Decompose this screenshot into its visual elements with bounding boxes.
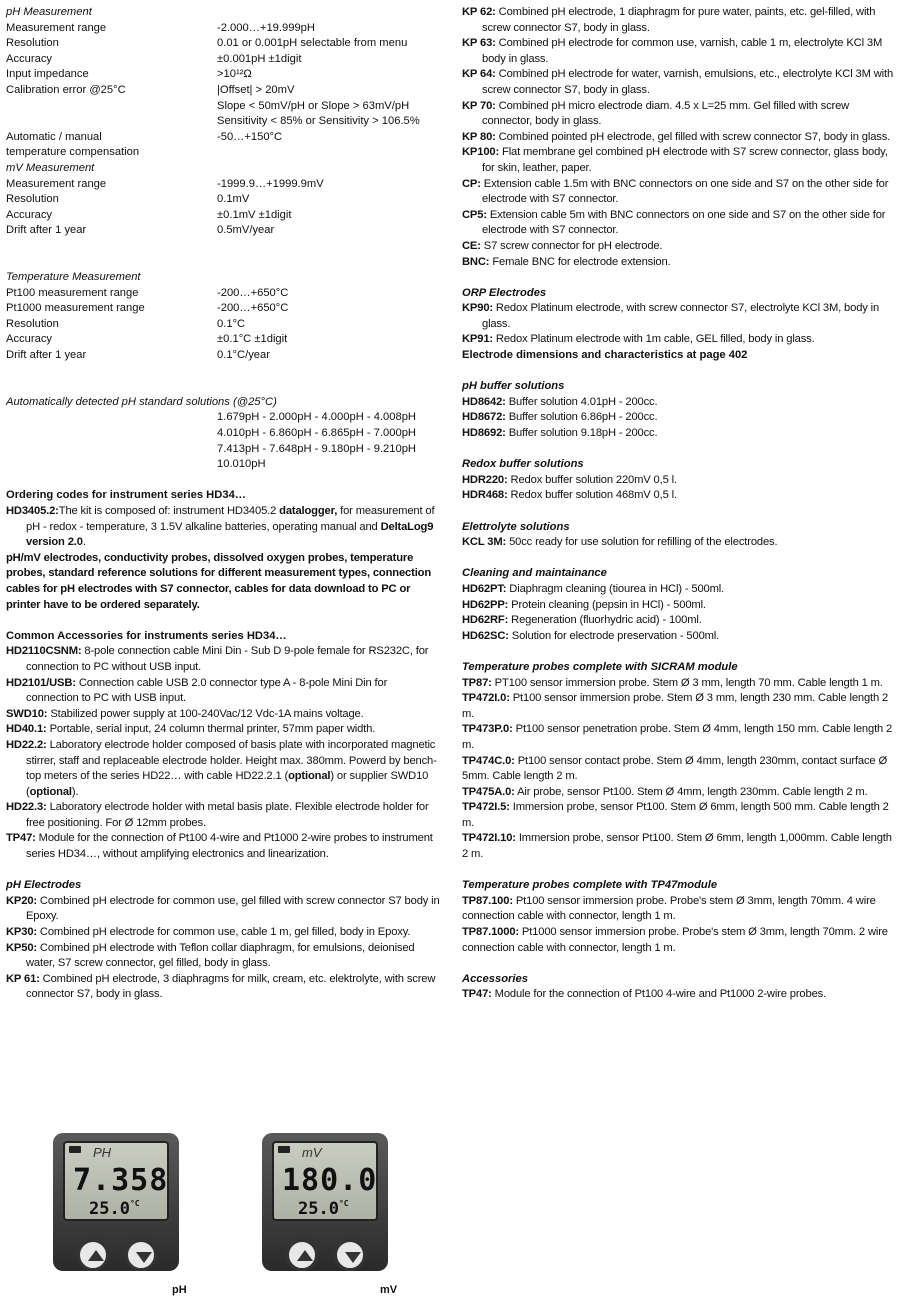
device-mv-temp-unit: °C [338,1199,349,1208]
hd22-2-code: HD22.2: [6,738,47,751]
device-ph [53,1133,187,1296]
item-text: Portable, serial input, 24 column thermal printer, 57mm paper width. [46,723,376,736]
item-code: BNC: [462,255,490,268]
device-ph-body [53,1133,179,1271]
item-code: HD2101/USB: [6,676,76,689]
spec-value: 0.5mV/year [217,224,275,237]
device-ph-caption: pH [172,1284,187,1296]
orp-electrodes-heading: ORP Electrodes [462,286,547,299]
device-mv-display [272,1141,378,1221]
device-mv-body [262,1133,388,1271]
item-code: TP87.1000: [462,926,519,939]
item-text: Regeneration (fluorhydric acid) - 100ml. [508,614,702,627]
solution-line: 4.010pH - 6.860pH - 6.865pH - 7.000pH [217,427,417,440]
list-item [462,722,900,753]
item-text: Module for the connection of Pt100 4-wire and Pt1000 2-wire probes to instrument series HD34…, without amplifying electronics and linearization. [26,832,433,861]
spec-value: -50…+150°C [217,130,283,143]
ordering-note: pH/mV electrodes, conductivity probes, dissolved oxygen probes, temperature probes, standard reference solutions for different measurement types, connection cables for pH electrodes with S7 connector, cables for data download to PC or printer have to be ordered separately. [6,551,432,611]
item-text: Redox Platinum electrode with 1m cable, GEL filled, body in glass. [492,333,815,346]
device-mv-mode: mV [302,1145,322,1160]
temp-measurement-heading: Temperature Measurement [6,271,141,284]
hd3405-text-2: for measurement of pH - redox - temperature, 3 1.5V alkaline batteries, operating manual and [26,505,435,533]
item-text: Laboratory electrode holder with metal basis plate. Flexible electrode holder for free positioning. For Ø 12mm probes. [26,801,429,829]
item-code: CP: [462,177,481,190]
item-code: TP475A.0: [462,785,515,798]
item-text: Solution for electrode preservation - 500ml. [508,629,720,642]
battery-icon [69,1146,81,1153]
hd3405-text-3: . [82,536,86,549]
item-text: Diaphragm cleaning (tiourea in HCl) - 500ml. [506,582,725,595]
item-text: Combined pH electrode for common use, gel filled with screw connector S7 body in Epoxy. [26,894,440,923]
item-code: KP50: [6,941,37,954]
spec-label: Accuracy [6,333,53,346]
item-text: Immersion probe, sensor Pt100. Stem Ø 6mm, length 1,000mm. Cable length 2 m. [462,832,892,861]
ph-electrodes-list-left [6,894,442,1003]
left-column [6,5,442,1003]
redox-buffer-heading: Redox buffer solutions [462,458,584,471]
list-item [462,145,900,176]
item-code: TP472I.0: [462,692,510,705]
list-item [462,598,900,614]
ph-electrodes-heading: pH Electrodes [6,879,82,892]
list-item [462,691,900,722]
common-accessories-list [6,644,442,738]
spec-row [6,208,442,224]
list-item [462,800,900,831]
list-item [6,925,442,941]
list-item [462,473,900,489]
item-text: Flat membrane gel combined pH electrode with S7 screw connector, glass body, for skin, leather, paper. [482,146,888,174]
item-text: Protein cleaning (pepsin in HCl) - 500ml. [508,598,706,611]
item-text: Immersion probe, sensor Pt100. Stem Ø 6mm, length 500 mm. Cable length 2 m. [462,801,889,829]
ph-buffer-list [462,395,900,442]
item-text: Stabilized power supply at 100-240Vac/12 Vdc-1A mains voltage. [47,707,364,720]
electrolyte-heading: Elettrolyte solutions [462,520,570,533]
list-item [462,410,900,426]
item-text: Combined pH electrode, 3 diaphragms for milk, cream, etc. elektrolyte, with screw connector S7, body in glass. [26,972,436,1001]
cleaning-heading: Cleaning and maintainance [462,567,607,580]
common-accessories-heading: Common Accessories for instruments series HD34… [6,629,287,642]
item-text: PT100 sensor immersion probe. Stem Ø 3 mm, length 70 mm. Cable length 1 m. [491,676,883,689]
item-code: KP30: [6,926,37,939]
spec-row [6,130,442,146]
device-mv-temp [298,1199,349,1219]
standard-solutions-list [6,410,442,472]
spec-row [6,192,442,208]
item-code: KCL 3M: [462,536,507,549]
temp-measurement-table [6,286,442,364]
spec-row [6,83,442,99]
hd22-2-optional: optional [288,770,331,783]
item-code: HD62SC: [462,629,509,642]
arrow-down-icon [136,1252,152,1263]
spec-row [6,67,442,83]
item-code: HDR220: [462,473,508,486]
item-text: 50cc ready for use solution for refilling of the electrodes. [506,536,778,549]
spec-value: |Offset| > 20mV [217,83,295,96]
hd22-2-text-2: ) or supplier SWD10 ( [26,770,429,798]
spec-label: Input impedance [6,68,89,81]
spec-row [6,332,442,348]
spec-value: -2.000…+19.999pH [217,21,315,34]
item-text: Redox Platinum electrode, with screw connector S7, electrolyte KCl 3M, body in glass. [482,302,880,330]
list-item [462,894,900,925]
spec-row [6,348,442,364]
item-code: HD2110CSNM: [6,645,82,658]
hd22-2-optional-2: optional [29,785,72,798]
spec-row [6,145,442,161]
list-item [462,67,900,98]
item-text: 8-pole connection cable Mini Din - Sub D 9-pole female for RS232C, for connection to PC without USB input. [26,645,429,673]
hd3405-entry [6,504,442,551]
solution-line: 7.413pH - 7.648pH - 9.180pH - 9.210pH [217,442,417,455]
device-ph-temp-value: 25.0 [89,1199,130,1219]
ph-measurement-heading: pH Measurement [6,6,92,18]
item-code: TP472I.5: [462,801,510,814]
device-mv-reading: 180.0 [282,1163,378,1198]
device-ph-mode: PH [93,1145,112,1160]
item-text: Pt100 sensor immersion probe. Probe's stem Ø 3mm, length 70mm. 4 wire connection cable with connector, length 1 m. [462,894,876,923]
item-code: SWD10: [6,707,48,720]
list-item [462,831,900,862]
list-item [462,582,900,598]
item-text: Air probe, sensor Pt100. Stem Ø 4mm, length 230mm. Cable length 2 m. [514,785,868,798]
list-item [6,644,442,675]
spec-value: -1999.9…+1999.9mV [217,177,324,190]
item-code: HD8642: [462,395,506,408]
list-item [462,676,900,692]
spec-label: Accuracy [6,208,53,221]
spec-value: >10¹²Ω [217,68,252,81]
spec-row [6,21,442,37]
item-text: Extension cable 5m with BNC connectors on one side and S7 on the other side for electrode with S7 connector. [482,208,886,237]
hd22-2-entry [6,738,442,800]
arrow-down-icon [345,1252,361,1263]
item-code: TP472I.10: [462,832,516,845]
item-code: KP91: [462,333,493,346]
solution-line: 10.010pH [217,458,266,471]
spec-label: temperature compensation [6,146,140,159]
hd3405-datalogger: datalogger, [279,505,338,517]
temp-tp47-heading: Temperature probes complete with TP47module [462,879,718,892]
list-item [462,488,900,504]
mv-measurement-table [6,177,442,239]
list-item [462,130,900,146]
list-item [462,99,900,130]
list-item [462,785,900,801]
hd3405-text: The kit is composed of: instrument HD3405.2 [58,505,280,517]
list-item [462,395,900,411]
list-item [462,754,900,785]
list-item [462,5,900,36]
orp-electrodes-list [462,301,900,348]
list-item [6,707,442,723]
spec-row [6,177,442,193]
device-ph-display [63,1141,169,1221]
accessories-list [462,987,900,1003]
spec-value: 0.1°C [217,317,246,330]
item-text: Redox buffer solution 220mV 0,5 l. [507,473,677,486]
item-text: Combined pointed pH electrode, gel filled with screw connector S7, body in glass. [495,130,891,143]
spec-value: ±0.1mV ±1digit [217,208,292,221]
right-column [462,5,900,1003]
list-item [6,941,442,972]
list-item [6,894,442,925]
item-text: Pt1000 sensor immersion probe. Probe's stem Ø 3mm, length 70mm. 2 wire connection cable with connector, length 1 m. [462,926,888,954]
spec-value: Sensitivity < 85% or Sensitivity > 106.5% [217,115,420,128]
item-code: CP5: [462,208,487,221]
spec-row [6,223,442,239]
accessories-heading: Accessories [462,972,528,985]
item-text: Redox buffer solution 468mV 0,5 l. [507,489,677,502]
spec-row [6,52,442,68]
spec-value: ±0.1°C ±1digit [217,333,288,346]
arrow-up-icon [297,1250,313,1261]
list-item [462,613,900,629]
hd22-2-text-3: ). [71,785,79,798]
item-code: TP474C.0: [462,754,515,767]
spec-label [6,99,217,115]
item-text: Extension cable 1.5m with BNC connectors on one side and S7 on the other side for electrode with S7 connector. [480,177,889,206]
spec-label: Measurement range [6,21,107,34]
item-code: TP47: [462,988,492,1001]
spec-label: Resolution [6,193,59,206]
temp-sicram-heading: Temperature probes complete with SICRAM module [462,660,738,673]
item-code: KP 64: [462,68,496,81]
spec-label: Pt1000 measurement range [6,302,145,315]
list-item [462,255,900,271]
item-code: TP87: [462,676,492,689]
item-code: TP47: [6,832,36,845]
temp-sicram-list [462,676,900,863]
list-item [6,972,442,1003]
spec-label: Accuracy [6,52,53,65]
spec-value: Slope < 50mV/pH or Slope > 63mV/pH [217,99,410,112]
spec-value: 0.1°C/year [217,349,270,362]
arrow-up-icon [88,1250,104,1261]
spec-label: Drift after 1 year [6,349,87,362]
item-code: HDR468: [462,489,508,502]
temp-tp47-list [462,894,900,956]
item-text: Connection cable USB 2.0 connector type A - 8-pole Mini Din for connection to PC with USB input. [26,676,388,705]
item-text: Combined pH electrode for common use, cable 1 m, gel filled, body in Epoxy. [36,926,411,939]
device-ph-reading: 7.358 [73,1163,169,1198]
item-text: Buffer solution 6.86pH - 200cc. [505,411,658,424]
spec-label: Automatic / manual [6,130,102,143]
list-item [462,332,900,348]
list-item [462,239,900,255]
list-item [462,177,900,208]
item-code: HD62PT: [462,582,507,595]
item-code: HD62RF: [462,614,509,627]
spec-value: 0.1mV [217,193,250,206]
item-text: Combined pH micro electrode diam. 4.5 x L=25 mm. Gel filled with screw connector, body in glass. [482,99,850,128]
list-item [462,301,900,332]
item-text: S7 screw connector for pH electrode. [480,239,663,252]
spec-label: Drift after 1 year [6,224,87,237]
spec-label [6,114,217,130]
item-text: Module for the connection of Pt100 4-wire and Pt1000 2-wire probes. [491,988,827,1001]
spec-label: Pt100 measurement range [6,286,139,299]
list-item [6,722,442,738]
cleaning-list [462,582,900,644]
item-text: Female BNC for electrode extension. [489,255,671,268]
list-item [462,925,900,956]
item-text: Combined pH electrode, 1 diaphragm for pure water, paints, etc. gel-filled, with screw connector S7, body in glass. [482,6,876,34]
item-code: HD62PP: [462,598,509,611]
common-accessories-list-2 [6,800,442,862]
item-text: Buffer solution 4.01pH - 200cc. [505,395,658,408]
spec-row [6,317,442,333]
item-code: KP20: [6,894,37,907]
item-code: HD40.1: [6,723,47,736]
item-text: Pt100 sensor contact probe. Stem Ø 4mm, length 230mm, contact surface Ø 5mm. Cable length 2 m. [462,754,887,783]
item-code: HD8692: [462,427,506,440]
ph-measurement-table [6,21,442,161]
spec-value: -200…+650°C [217,302,289,315]
down-button[interactable] [334,1239,366,1271]
spec-row [6,99,442,115]
redox-buffer-list [462,473,900,504]
list-item [462,208,900,239]
up-button[interactable] [77,1239,109,1271]
spec-row [6,301,442,317]
device-mv [262,1133,398,1296]
item-code: KP 70: [462,99,496,112]
spec-value: ±0.001pH ±1digit [217,52,302,65]
device-mv-temp-value: 25.0 [298,1199,339,1219]
hd22-2-text: Laboratory electrode holder composed of basis plate with incorporated magnetic stirrer, staff and replaceable electrode holder. Height max. 380mm. Powerd by bench-top meters of the series HD22… with cable HD22.2.1 ( [26,738,437,783]
device-mv-caption: mV [380,1284,398,1296]
spec-row [6,286,442,302]
item-text: Pt100 sensor penetration probe. Stem Ø 4mm, length 150 mm. Cable length 2 m. [462,723,893,751]
ph-electrodes-list-right [462,5,900,270]
orp-electrodes-note: Electrode dimensions and characteristics at page 402 [462,349,748,362]
item-code: KP 61: [6,972,40,985]
spec-value: -200…+650°C [217,286,289,299]
list-item [462,629,900,645]
list-item [6,800,442,831]
item-code: KP 63: [462,37,496,50]
device-ph-temp-unit: °C [129,1199,140,1208]
item-code: KP 80: [462,130,496,143]
standard-solutions-heading: Automatically detected pH standard solutions (@25°C) [6,395,277,408]
mv-measurement-heading: mV Measurement [6,161,95,174]
spec-row [6,36,442,52]
spec-row [6,114,442,130]
spec-value [217,145,442,161]
item-code: TP87.100: [462,894,513,907]
item-text: Buffer solution 9.18pH - 200cc. [505,427,658,440]
spec-value: 0.01 or 0.001pH selectable from menu [217,37,408,50]
list-item [6,676,442,707]
list-item [462,36,900,67]
item-code: KP 62: [462,6,496,18]
item-code: KP90: [462,302,493,315]
hd3405-code: HD3405.2: [6,505,59,517]
device-ph-temp [89,1199,140,1219]
up-button[interactable] [286,1239,318,1271]
battery-icon [278,1146,290,1153]
item-text: Combined pH electrode for common use, varnish, cable 1 m, electrolyte KCl 3M body in glass. [482,37,883,65]
item-code: CE: [462,239,481,252]
item-code: HD22.3: [6,801,47,814]
item-text: Combined pH electrode for water, varnish, emulsions, etc., electrolyte KCl 3M with screw connector S7, body in glass. [482,68,894,96]
spec-label: Resolution [6,37,59,50]
ordering-heading: Ordering codes for instrument series HD34… [6,489,246,502]
list-item [6,831,442,862]
spec-label: Calibration error @25°C [6,83,126,96]
spec-label: Resolution [6,317,59,330]
down-button[interactable] [125,1239,157,1271]
item-code: HD8672: [462,411,506,424]
item-text: Pt100 sensor immersion probe. Stem Ø 3 mm, length 230 mm. Cable length 2 m. [462,692,889,720]
ph-buffer-heading: pH buffer solutions [462,380,565,393]
list-item [462,535,900,551]
list-item [462,987,900,1003]
solution-line: 1.679pH - 2.000pH - 4.000pH - 4.008pH [217,411,417,424]
electrolyte-list [462,535,900,551]
item-code: TP473P.0: [462,723,513,736]
item-text: Combined pH electrode with Teflon collar diaphragm, for emulsions, deionised water, S7 screw connector, gel filled, body in glass. [26,941,415,970]
item-code: KP100: [462,146,500,159]
hd3405-deltalog: DeltaLog9 version 2.0 [26,520,434,549]
spec-label: Measurement range [6,177,107,190]
list-item [462,426,900,442]
